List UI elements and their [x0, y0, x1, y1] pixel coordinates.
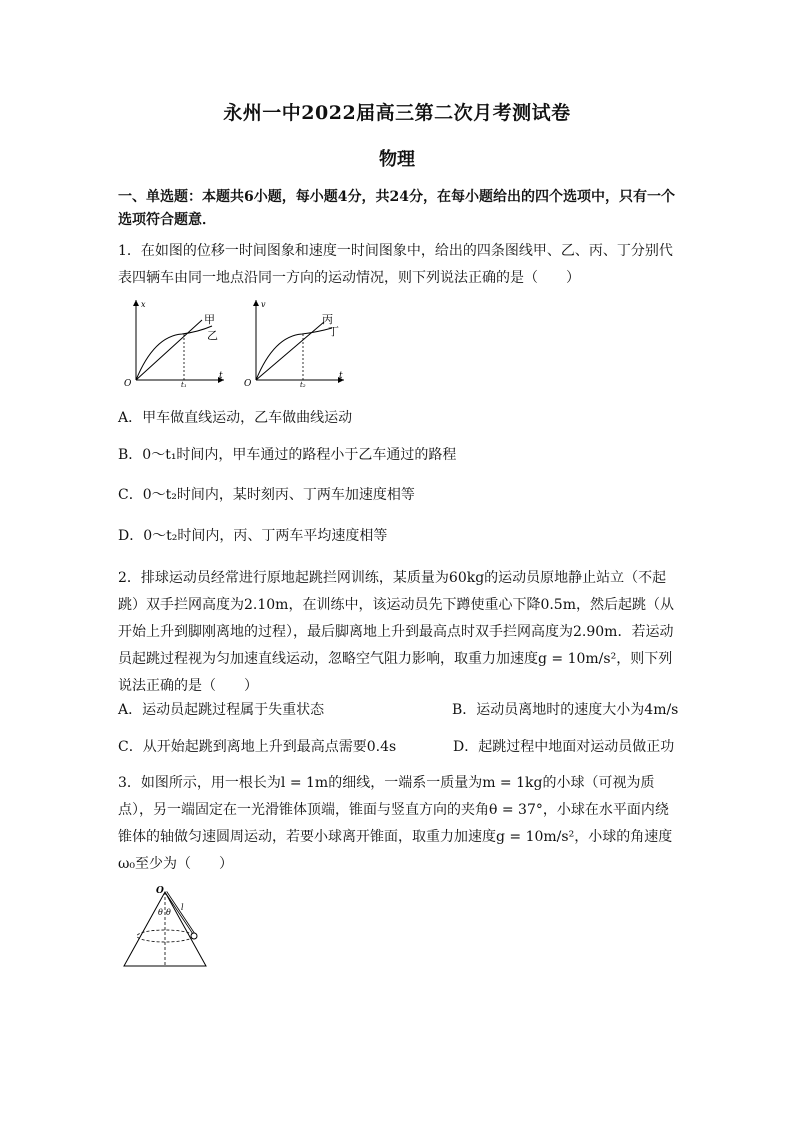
question-3-stem: 3．如图所示，用一根长为l = 1m的细线，一端系一质量为m = 1kg的小球（可视为质点），另一端固定在一光滑锥体顶端，锥面与竖直方向的夹角θ = 37°，小球在水平面内绕锥体的轴做匀速圆周运动，若要小球离开锥面，取重力加速度g = 10m/s²，小球的角速度ω₀至少为（ ） [118, 775, 673, 872]
q2-option-b[interactable]: B．运动员离地时的速度大小为4m/s [452, 702, 679, 718]
q1-option-c[interactable]: C．0～t₂时间内，某时刻丙、丁两车加速度相等 [118, 487, 415, 503]
q1-g2-line-a: 丙 [322, 313, 333, 326]
q1-g1-tick: t₁ [181, 381, 187, 388]
q3-angle-b: θ [166, 908, 171, 917]
q2-option-d[interactable]: D．起跳过程中地面对运动员做正功 [453, 739, 675, 755]
subject-title: 物理 [379, 149, 415, 170]
q1-g1-line-b: 乙 [207, 329, 218, 342]
q1-option-d[interactable]: D．0～t₂时间内，丙、丁两车平均速度相等 [118, 528, 388, 544]
exam-title: 永州一中2022届高三第二次月考测试卷 [223, 102, 571, 124]
q1-g2-yaxis-label: v [261, 300, 266, 309]
question-2-stem: 2．排球运动员经常进行原地起跳拦网训练，某质量为60kg的运动员原地静止站立（不起跳）双手拦网高度为2.10m，在训练中，该运动员先下蹲使重心下降0.5m，然后起跳（从开始上升到脚刚离地的过程），最后脚离地上升到最高点时双手拦网高度为2.90m．若运动员起跳过程视为匀加速直线运动，忽略空气阻力影响，取重力加速度g = 10m/s²，则下列说法正确的是（ ） [118, 570, 674, 694]
q1-g1-yaxis-label: x [141, 300, 146, 309]
q1-g2-tick: t₂ [300, 381, 306, 388]
q2-option-c[interactable]: C．从开始起跳到离地上升到最高点需要0.4s [118, 739, 397, 755]
q1-g1-origin: O [124, 379, 132, 388]
q3-angle-a: θ [158, 908, 163, 917]
q1-xt-graph [120, 296, 232, 388]
q1-vt-graph [240, 296, 352, 388]
q1-option-b[interactable]: B．0～t₁时间内，甲车通过的路程小于乙车通过的路程 [118, 447, 457, 463]
q1-option-a[interactable]: A．甲车做直线运动，乙车做曲线运动 [118, 410, 353, 426]
q1-g2-line-b: 丁 [328, 325, 339, 338]
q3-apex-label: O [156, 886, 164, 896]
q1-g2-xaxis-label: t [339, 371, 343, 381]
q2-option-a[interactable]: A．运动员起跳过程属于失重状态 [118, 702, 325, 718]
q1-g1-line-a: 甲 [204, 313, 215, 326]
q1-g2-origin: O [244, 379, 252, 388]
section-heading: 一、单选题：本题共6小题，每小题4分，共24分，在每小题给出的四个选项中，只有一个选项符合题意． [118, 189, 675, 228]
question-1-stem: 1．在如图的位移一时间图象和速度一时间图象中，给出的四条图线甲、乙、丙、丁分别代表四辆车由同一地点沿同一方向的运动情况，则下列说法正确的是（ ） [118, 243, 673, 286]
q1-g1-xaxis-label: t [219, 371, 223, 381]
q3-cone-figure [118, 882, 214, 972]
q3-length-label: l [181, 903, 184, 912]
